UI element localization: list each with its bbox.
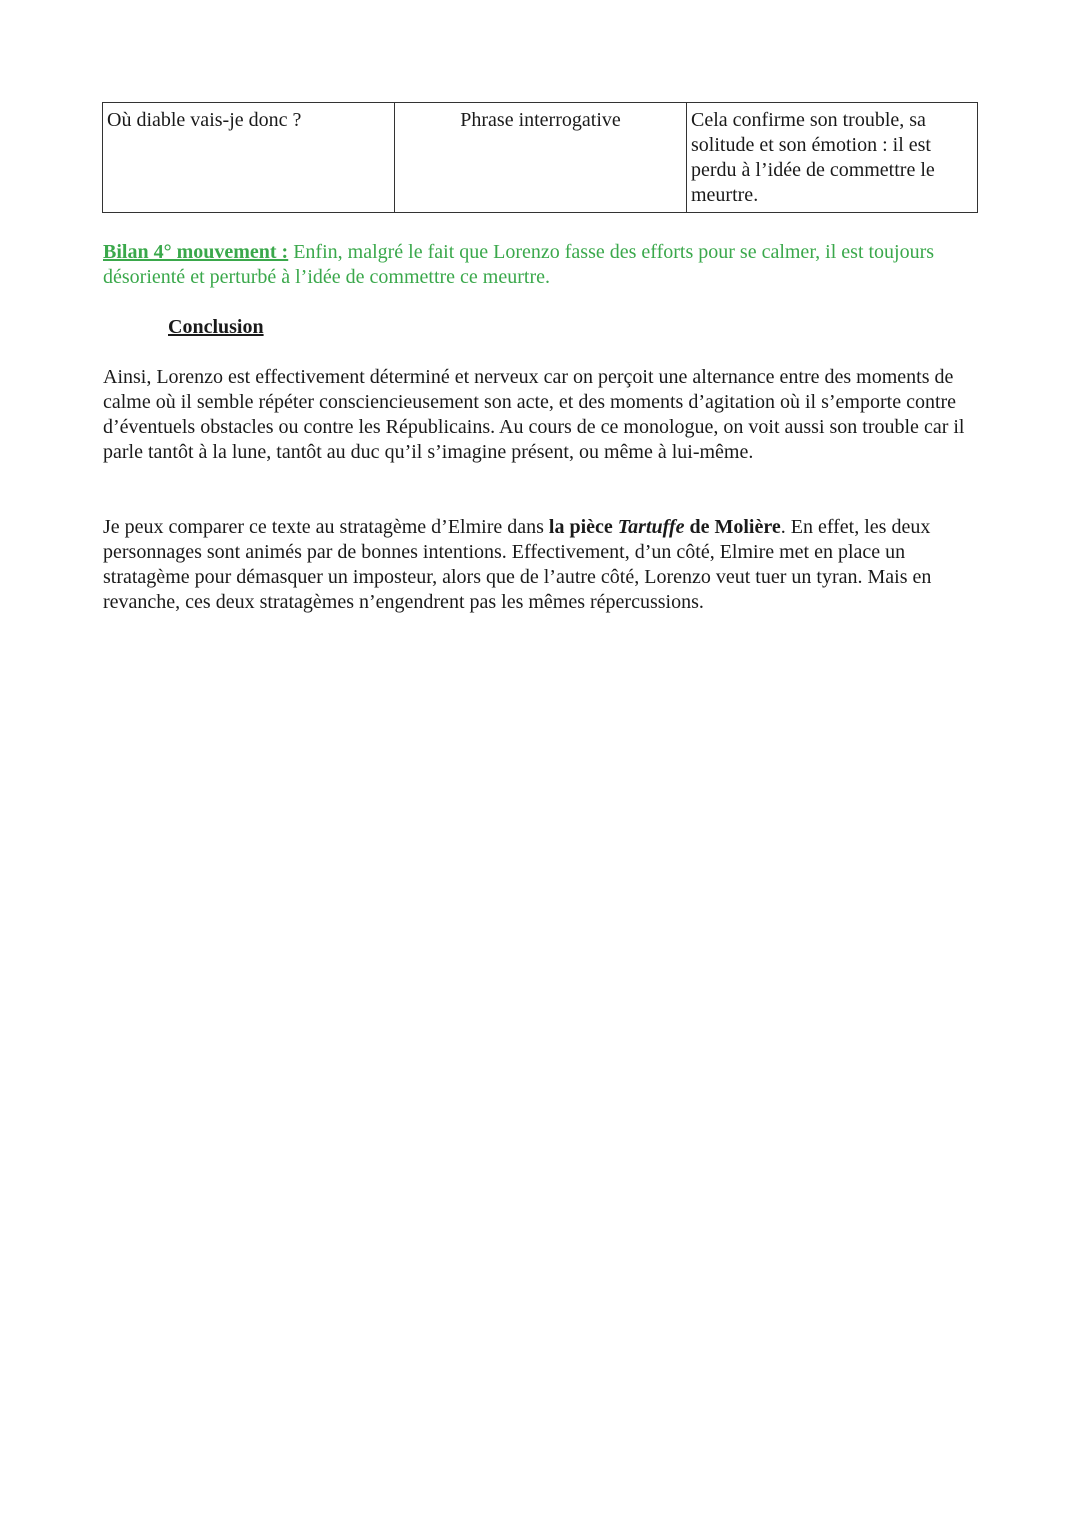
paragraph-2-rest: . En effet, les deux personnages sont animés par de bonnes intentions. Effectivement, d’un côté, Elmire met en place un stratagème pour démasquer un imposteur, alors que de l’autre côté, Lorenzo veut tuer un tyran. Mais en revanche, ces deux stratagèmes n’engendrent pas les mêmes répercussions.: [103, 516, 932, 613]
conclusion-paragraph-2: [103, 515, 975, 615]
table-cell-citation: Où diable vais-je donc ?: [103, 103, 395, 213]
analysis-table: [102, 102, 978, 213]
table-cell-procede: Phrase interrogative: [395, 103, 687, 213]
table-row: [103, 103, 978, 213]
play-reference: [549, 516, 781, 538]
paragraph-2-intro: Je peux comparer ce texte au stratagème d’Elmire dans: [103, 516, 549, 538]
play-author: de Molière: [684, 516, 781, 538]
play-title: Tartuffe: [617, 516, 685, 538]
play-reference-piece: la pièce: [548, 516, 618, 538]
table-cell-interpretation: Cela confirme son trouble, sa solitude et son émotion : il est perdu à l’idée de commettre le meurtre.: [687, 103, 978, 213]
bilan-text: Enfin, malgré le fait que Lorenzo fasse des efforts pour se calmer, il est toujours désorienté et perturbé à l’idée de commettre ce meurtre.: [103, 241, 935, 288]
conclusion-heading: Conclusion: [168, 316, 264, 338]
conclusion-paragraph-1: Ainsi, Lorenzo est effectivement déterminé et nerveux car on perçoit une alternance entre des moments de calme où il semble répéter consciencieusement son acte, et des moments d’agitation où il s’emporte contre d’éventuels obstacles ou contre les Républicains. Au cours de ce monologue, on voit aussi son trouble car il parle tantôt à la lune, tantôt au duc qu’il s’imagine présent, ou même à lui-même.: [103, 366, 965, 463]
bilan-paragraph: [103, 240, 973, 290]
bilan-label: Bilan 4° mouvement :: [103, 241, 289, 263]
